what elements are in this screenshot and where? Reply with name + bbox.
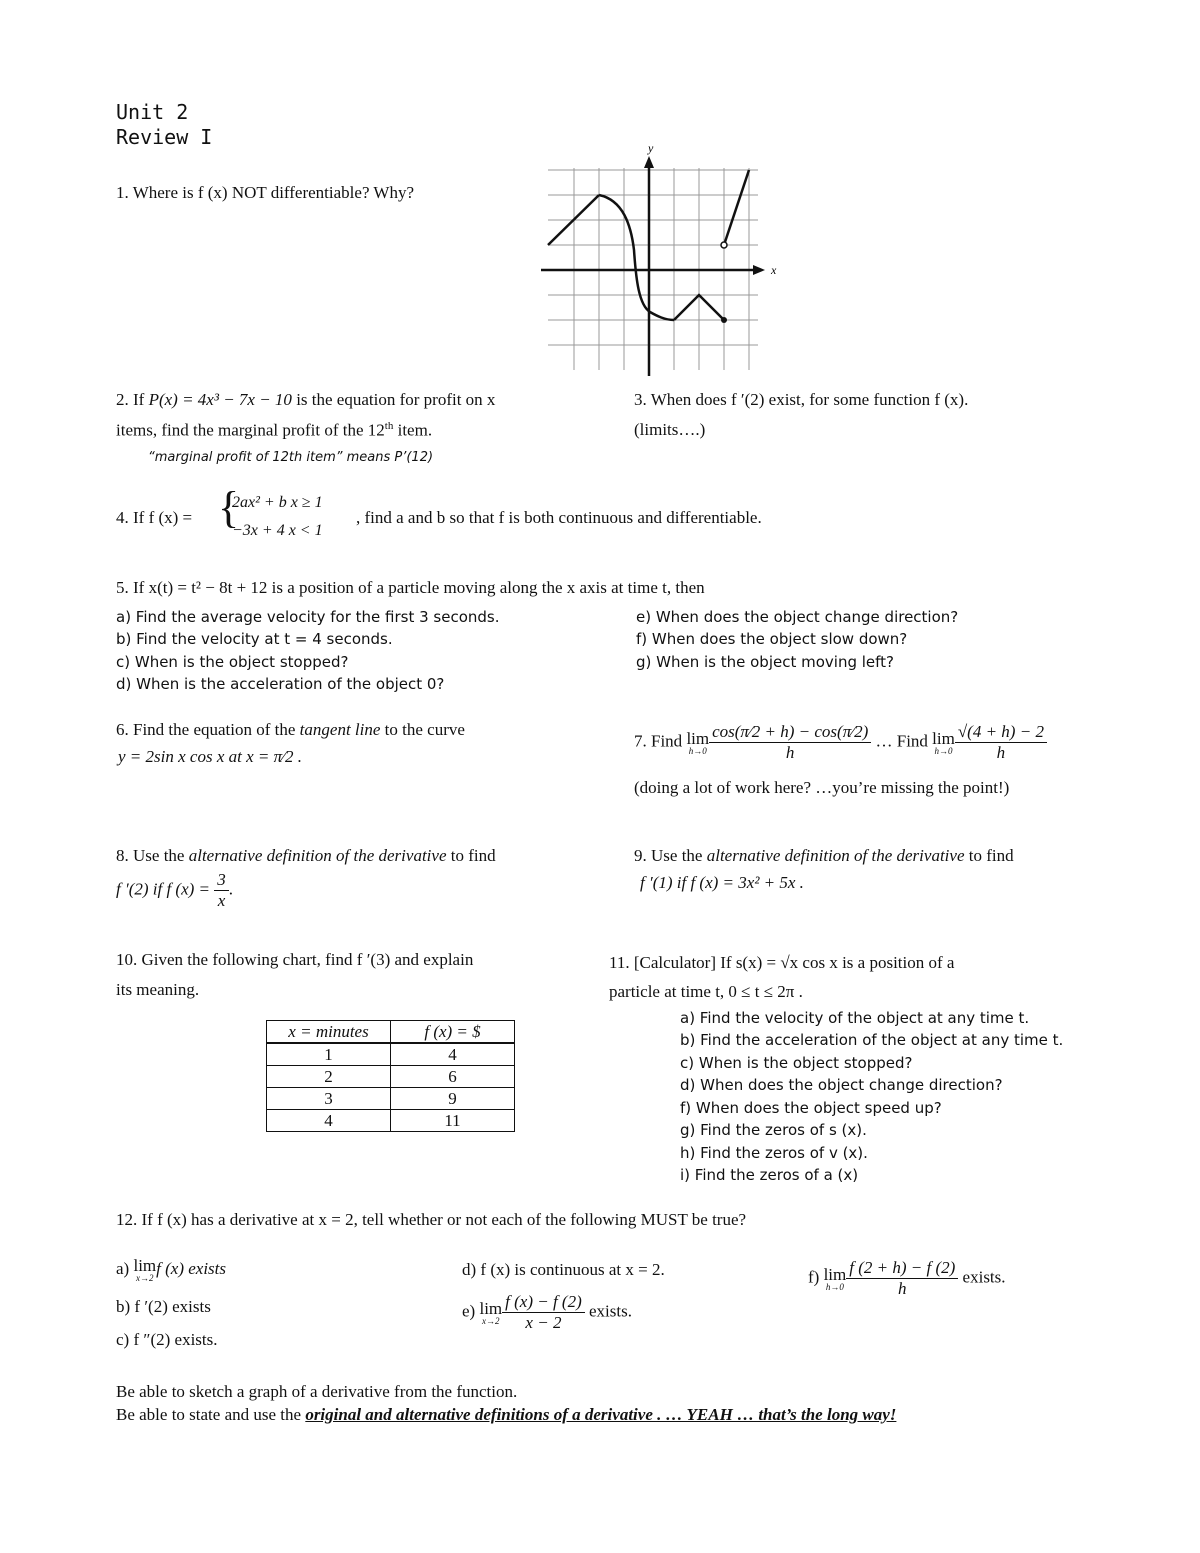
question-1: 1. Where is f (x) NOT differentiable? Why? <box>116 183 415 202</box>
question-12-f: f) lim h→0 $\frac{f (2 + h) - f (2)}{h}$ exists. <box>808 1258 1006 1298</box>
axes <box>541 162 757 376</box>
function-graph <box>535 140 785 380</box>
question-4-row2: −3x + 4 x < 1 <box>232 522 323 539</box>
question-12-d: d) f (x) is continuous at x = 2. <box>462 1260 665 1279</box>
question-11-f: f) When does the object speed up? <box>680 1099 942 1117</box>
question-7-expr: 7. Find lim h→0 $\frac{\cos(\pi⁄2 + h) - \cos(\pi⁄2)}{h}$ … Find lim h→0 $\frac{√(4 + h) - 2}{h}$ <box>634 722 1047 763</box>
question-6-line1: 6. Find the equation of the tangent line to the curve <box>116 720 465 739</box>
unit-title: Unit 2 <box>116 100 189 124</box>
question-10-line1: 10. Given the following chart, find f ′(3) and explain <box>116 950 474 969</box>
question-5-a: a) Find the average velocity for the first 3 seconds. <box>116 608 500 626</box>
question-5-f: f) When does the object slow down? <box>636 630 908 648</box>
question-12-stem: 12. If f (x) has a derivative at x = 2, tell whether or not each of the following MUST be true? <box>116 1210 747 1229</box>
question-8-line2: f ′(2) if f (x) = $\frac{3}{x}$ . <box>116 870 234 910</box>
question-7-note: (doing a lot of work here? …you’re missing the point!) <box>634 778 1010 797</box>
review-title: Review I <box>116 125 213 149</box>
question-2-line1: 2. If P(x) = 4x³ − 7x − 10 is the equation for profit on x <box>116 390 496 409</box>
question-11-h: h) Find the zeros of v (x). <box>680 1144 868 1162</box>
question-5-e: e) When does the object change direction? <box>636 608 959 626</box>
question-4-lead: 4. If f (x) = <box>116 508 193 527</box>
question-9-line1: 9. Use the alternative definition of the derivative to find <box>634 846 1014 865</box>
question-5-d: d) When is the acceleration of the object 0? <box>116 675 445 693</box>
question-11-g: g) Find the zeros of s (x). <box>680 1121 867 1139</box>
y-axis-arrow-icon <box>644 156 654 168</box>
question-11-b: b) Find the acceleration of the object at any time t. <box>680 1031 1064 1049</box>
question-3-line2: (limits….) <box>634 420 706 439</box>
question-4-row1: 2ax² + b x ≥ 1 <box>232 494 323 511</box>
data-table <box>266 1020 515 1132</box>
table-row: 3 9 <box>267 1088 515 1110</box>
question-8-line1: 8. Use the alternative definition of the derivative to find <box>116 846 496 865</box>
question-12-a: a) lim x→2 f (x) exists <box>116 1256 226 1283</box>
question-11-c: c) When is the object stopped? <box>680 1054 913 1072</box>
table-row: 1 4 <box>267 1043 515 1066</box>
piecewise-brace-icon: { <box>218 483 240 532</box>
question-11-line1: 11. [Calculator] If s(x) = √x cos x is a position of a <box>609 953 955 972</box>
question-12-e: e) lim x→2 $\frac{f (x) - f (2)}{x - 2}$ exists. <box>462 1292 632 1332</box>
question-5-stem: 5. If x(t) = t² − 8t + 12 is a position of a particle moving along the x axis at time t, then <box>116 578 705 597</box>
question-9-line2: f ′(1) if f (x) = 3x² + 5x . <box>640 873 804 892</box>
question-12-b: b) f ′(2) exists <box>116 1297 211 1316</box>
x-axis-arrow-icon <box>753 265 765 275</box>
footer-line2: Be able to state and use the original and alternative definitions of a derivative . … YEAH … that’s the long way! <box>116 1405 897 1424</box>
question-6-line2: y = 2sin x cos x at x = π⁄2 . <box>118 747 302 766</box>
question-3-line1: 3. When does f ′(2) exist, for some function f (x). <box>634 390 969 409</box>
table-row: 4 11 <box>267 1110 515 1132</box>
question-2-note: “marginal profit of 12th item” means P’(12) <box>148 450 434 465</box>
table-row: 2 6 <box>267 1066 515 1088</box>
question-5-g: g) When is the object moving left? <box>636 653 894 671</box>
table-header: x = minutes <box>267 1021 391 1044</box>
question-4-tail: , find a and b so that f is both continuous and differentiable. <box>356 508 762 527</box>
question-10-line2: its meaning. <box>116 980 200 999</box>
question-11-a: a) Find the velocity of the object at any time t. <box>680 1009 1030 1027</box>
closed-point-icon <box>721 317 727 323</box>
table-header-row <box>267 1021 515 1044</box>
y-axis-label: y <box>648 141 654 155</box>
question-2-line2: items, find the marginal profit of the 12th item. <box>116 420 433 440</box>
question-12-c: c) f ″(2) exists. <box>116 1330 218 1349</box>
open-point-icon <box>721 242 727 248</box>
question-11-line2: particle at time t, 0 ≤ t ≤ 2π . <box>609 982 803 1001</box>
question-5-b: b) Find the velocity at t = 4 seconds. <box>116 630 393 648</box>
question-11-i: i) Find the zeros of a (x) <box>680 1166 859 1184</box>
question-5-c: c) When is the object stopped? <box>116 653 349 671</box>
footer-line1: Be able to sketch a graph of a derivative from the function. <box>116 1382 518 1401</box>
question-11-d: d) When does the object change direction? <box>680 1076 1003 1094</box>
x-axis-label: x <box>771 263 777 277</box>
table-header: f (x) = $ <box>391 1021 515 1044</box>
